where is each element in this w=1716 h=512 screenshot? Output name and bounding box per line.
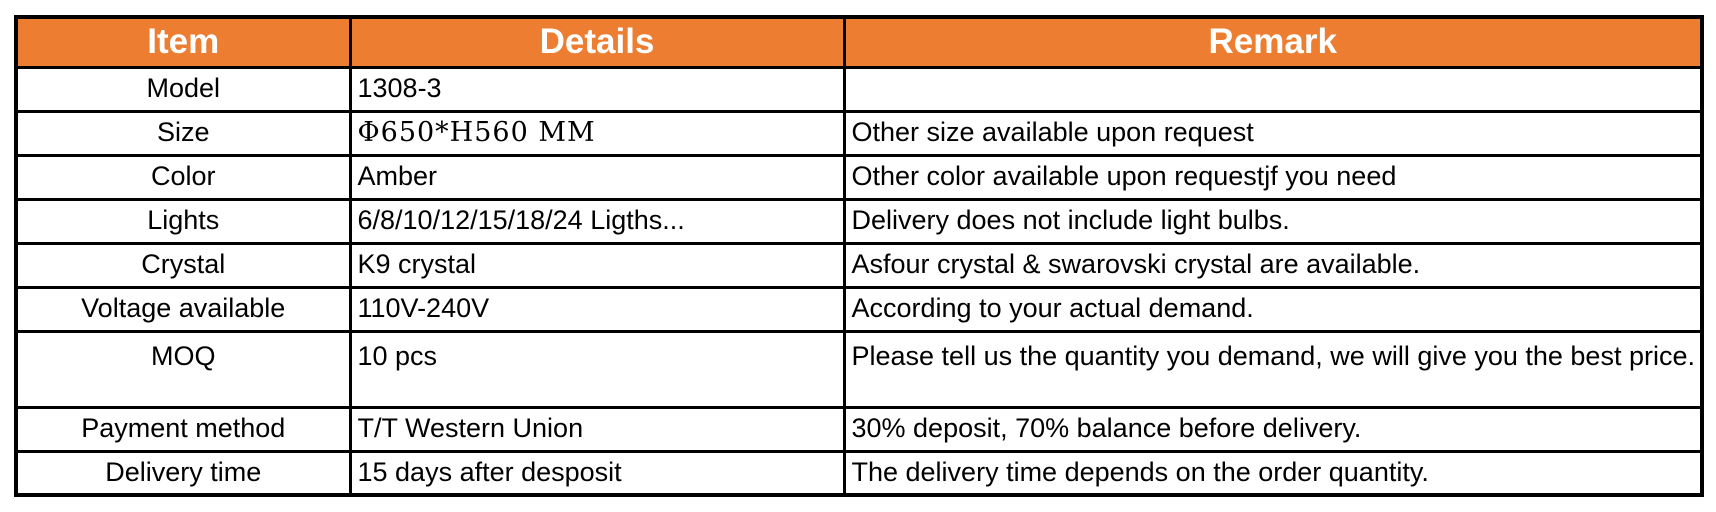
- item-cell: Model: [16, 67, 350, 111]
- remark-cell: Delivery does not include light bulbs.: [844, 199, 1702, 243]
- remark-cell: The delivery time depends on the order quantity.: [844, 451, 1702, 495]
- details-cell: K9 crystal: [350, 243, 844, 287]
- details-cell: Φ650*H560 MM: [350, 111, 844, 155]
- item-cell: Color: [16, 155, 350, 199]
- header-item: Item: [16, 17, 350, 67]
- remark-cell: According to your actual demand.: [844, 287, 1702, 331]
- details-cell: 6/8/10/12/15/18/24 Ligths...: [350, 199, 844, 243]
- item-cell: Payment method: [16, 407, 350, 451]
- header-remark: Remark: [844, 17, 1702, 67]
- table-row-lights: [16, 199, 1702, 243]
- remark-cell: [844, 67, 1702, 111]
- remark-cell: Other color available upon requestjf you need: [844, 155, 1702, 199]
- details-cell: 10 pcs: [350, 331, 844, 407]
- item-cell: Lights: [16, 199, 350, 243]
- remark-cell: Please tell us the quantity you demand, we will give you the best price.: [844, 331, 1702, 407]
- table-row-color: [16, 155, 1702, 199]
- item-cell: Size: [16, 111, 350, 155]
- remark-cell: 30% deposit, 70% balance before delivery.: [844, 407, 1702, 451]
- table-row-model: [16, 67, 1702, 111]
- remark-cell: Asfour crystal & swarovski crystal are available.: [844, 243, 1702, 287]
- details-cell: 1308-3: [350, 67, 844, 111]
- item-cell: Delivery time: [16, 451, 350, 495]
- product-spec-table: [14, 15, 1700, 497]
- details-cell: 15 days after desposit: [350, 451, 844, 495]
- header-details: Details: [350, 17, 844, 67]
- item-cell: Voltage available: [16, 287, 350, 331]
- details-cell: Amber: [350, 155, 844, 199]
- spec-table: [14, 15, 1704, 497]
- table-row-delivery: [16, 451, 1702, 495]
- table-row-moq: [16, 331, 1702, 407]
- details-cell: 110V-240V: [350, 287, 844, 331]
- table-row-size: [16, 111, 1702, 155]
- details-cell: T/T Western Union: [350, 407, 844, 451]
- table-row-voltage: [16, 287, 1702, 331]
- header-row: [16, 17, 1702, 67]
- item-cell: Crystal: [16, 243, 350, 287]
- item-cell: MOQ: [16, 331, 350, 407]
- table-row-payment: [16, 407, 1702, 451]
- table-row-crystal: [16, 243, 1702, 287]
- remark-cell: Other size available upon request: [844, 111, 1702, 155]
